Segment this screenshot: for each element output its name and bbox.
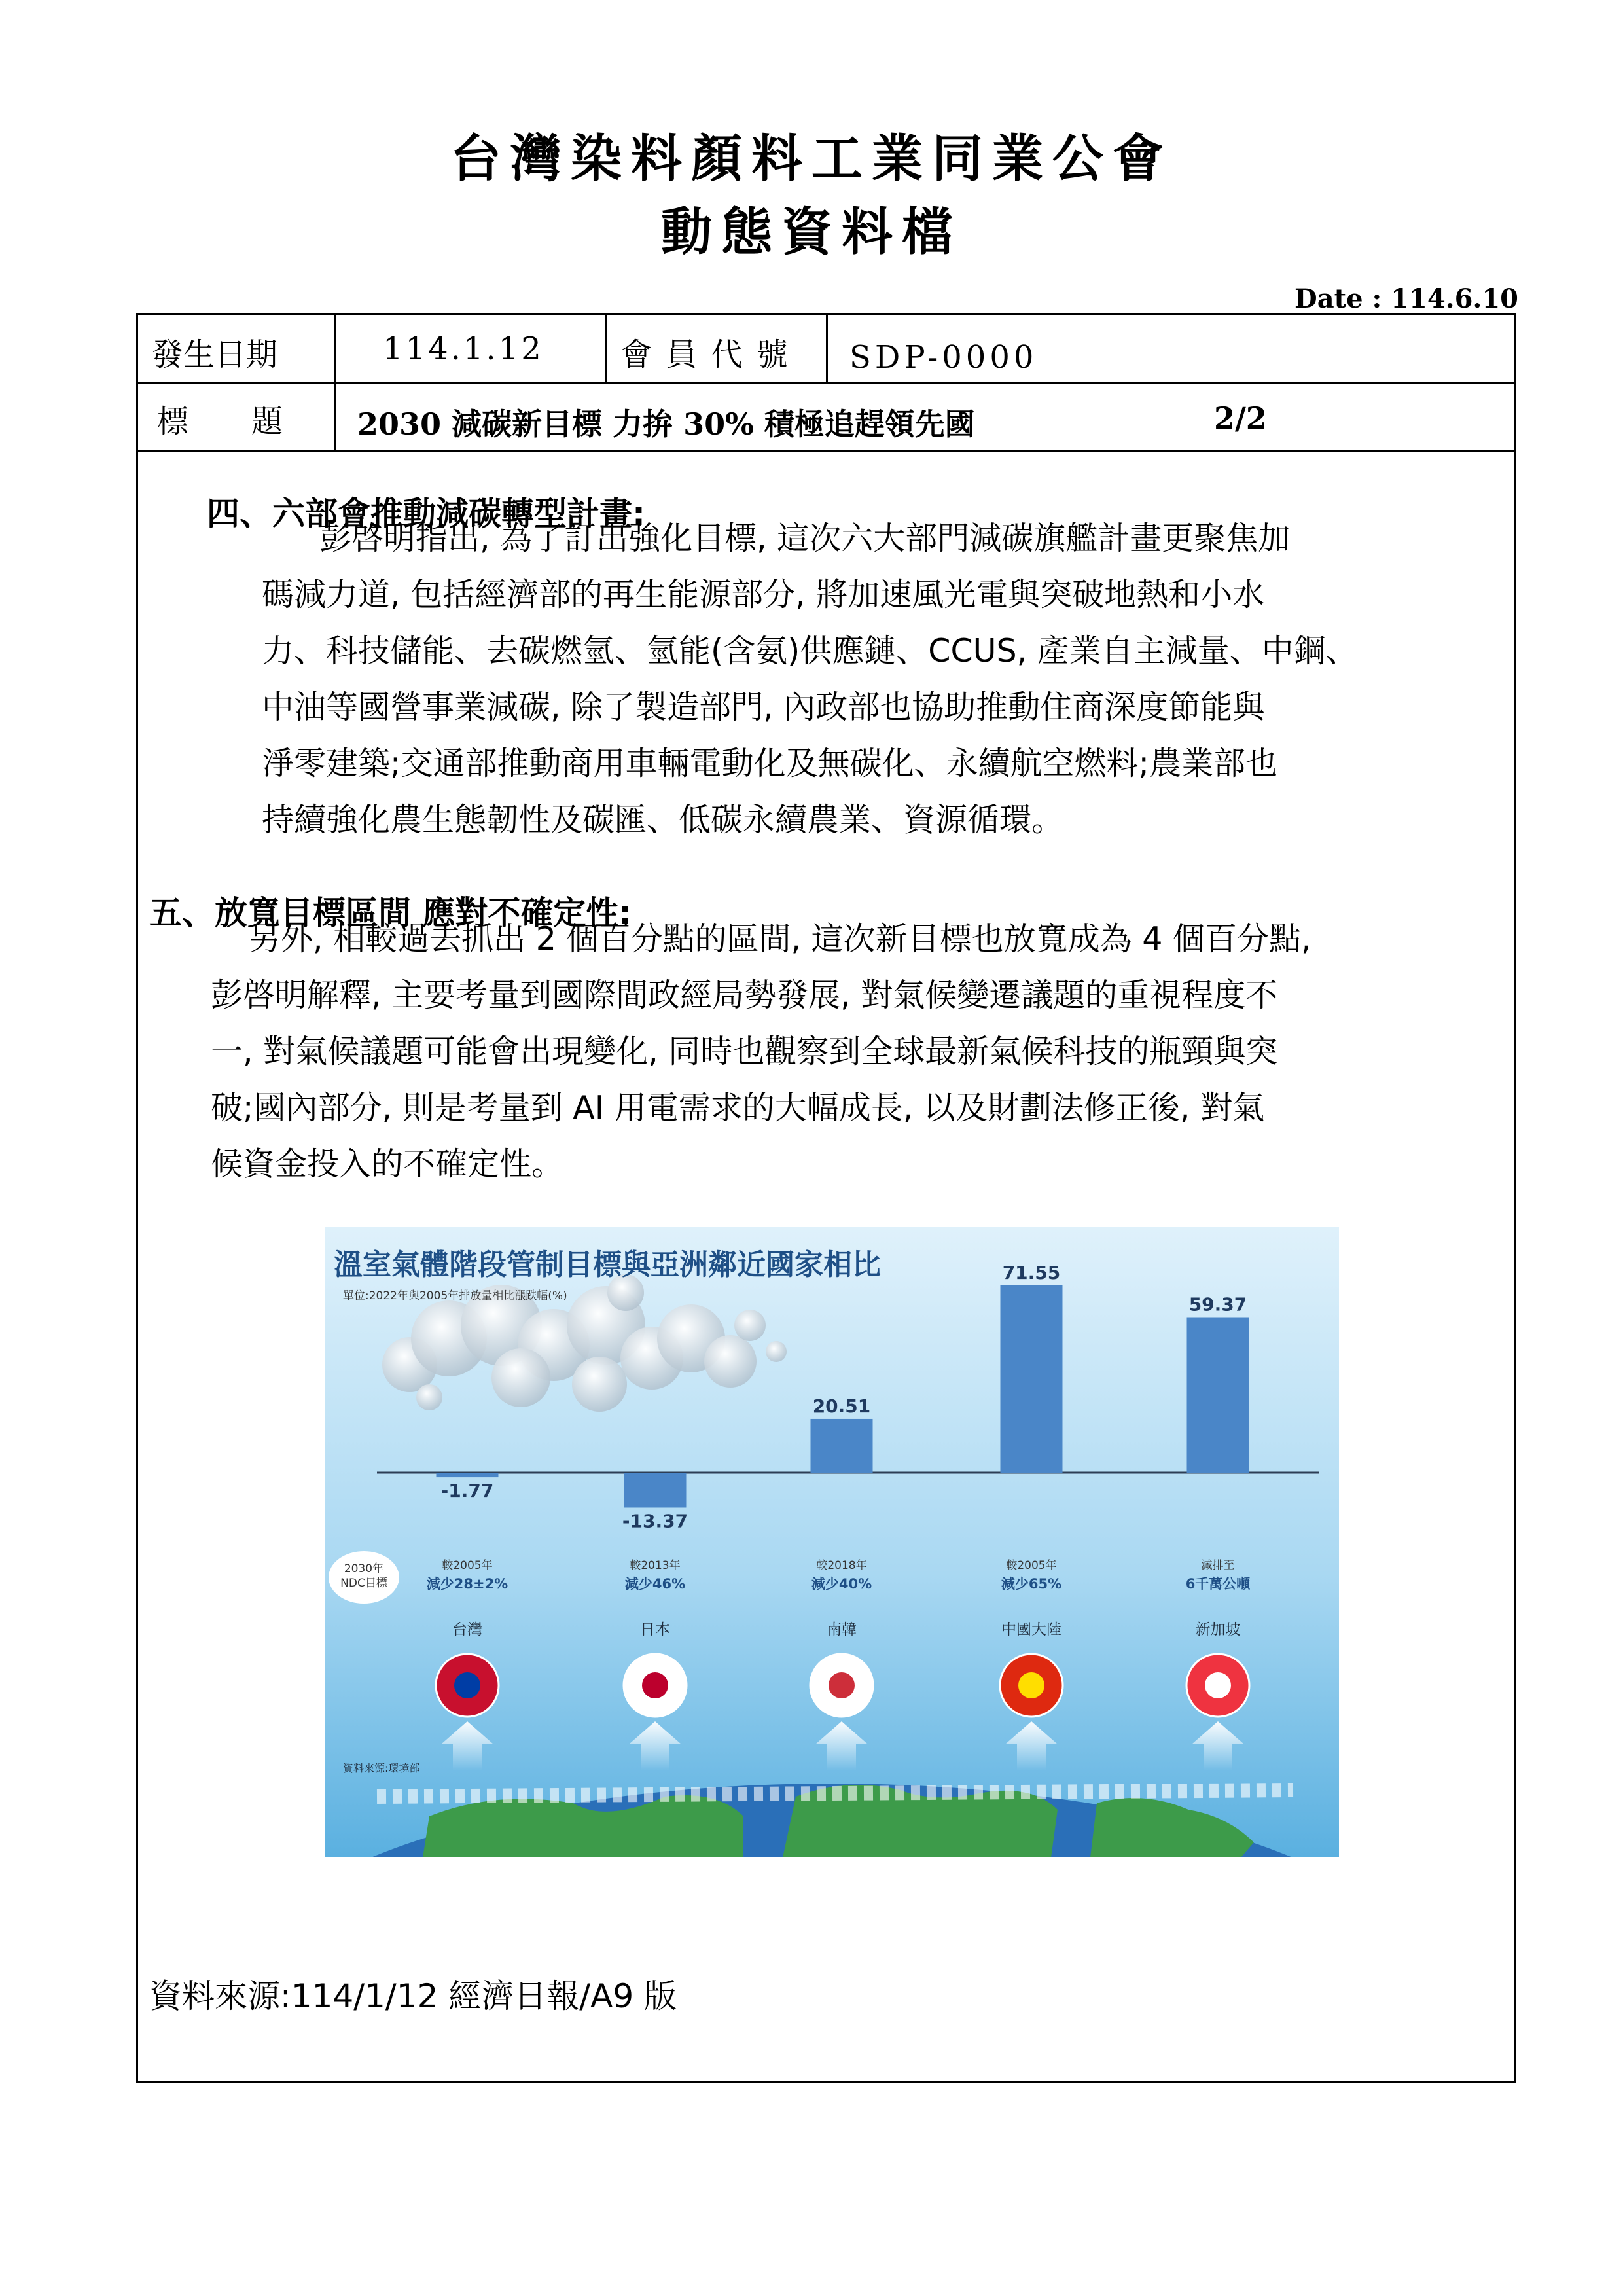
paragraph-line: 另外, 相較過去抓出 2 個百分點的區間, 這次新目標也放寬成為 4 個百分點, <box>249 920 1311 958</box>
section-heading: 五、放寬目標區間 應對不確定性: <box>149 894 632 932</box>
category-label: 中國大陸 <box>1001 1621 1061 1638</box>
paragraph-line: 彭啓明指出, 為了訂出強化目標, 這次六大部門減碳旗艦計畫更聚焦加 <box>319 520 1291 557</box>
member-value: SDP-0000 <box>849 339 1038 376</box>
document-title: 台灣染料顏料工業同業公會 <box>450 130 1173 188</box>
subject-label: 標 題 <box>157 403 283 440</box>
chart-bar <box>1187 1318 1249 1473</box>
chart-bar <box>811 1419 873 1473</box>
paragraph-line: 力、科技儲能、去碳燃氫、氫能(含氨)供應鏈、CCUS, 產業自主減量、中鋼、 <box>262 632 1358 670</box>
subject-value: 2030 減碳新目標 力拚 30% 積極追趕領先國 <box>357 406 975 442</box>
ndc-target-line: 減排至 <box>1201 1559 1235 1572</box>
table-divider <box>605 313 607 382</box>
chart-title: 溫室氣體階段管制目標與亞洲鄰近國家相比 <box>334 1248 881 1282</box>
flag-emblem-icon <box>1205 1672 1231 1698</box>
ndc-target-value: 減少65% <box>1001 1576 1062 1592</box>
document-subtitle: 動態資料檔 <box>660 203 962 262</box>
category-label: 台灣 <box>452 1621 482 1638</box>
ndc-target-line: 較2005年 <box>1006 1559 1057 1572</box>
table-divider <box>826 313 828 382</box>
bar-value-label: 71.55 <box>1002 1261 1061 1283</box>
flag-emblem-icon <box>1018 1672 1044 1698</box>
chart-svg <box>325 1227 1339 1857</box>
flag-emblem-icon <box>454 1672 480 1698</box>
ndc-target-value: 減少28±2% <box>426 1576 508 1592</box>
bar-value-label: -1.77 <box>440 1480 494 1502</box>
ndc-target-value: 減少46% <box>624 1576 686 1592</box>
page-indicator: 2/2 <box>1214 401 1267 436</box>
bar-value-label: 20.51 <box>812 1395 871 1417</box>
member-label: 會 員 代 號 <box>620 336 790 373</box>
table-divider <box>334 313 336 450</box>
paragraph-line: 中油等國營事業減碳, 除了製造部門, 內政部也協助推動住商深度節能與 <box>262 689 1265 726</box>
bar-value-label: 59.37 <box>1188 1293 1247 1316</box>
paragraph-line: 碼減力道, 包括經濟部的再生能源部分, 將加速風光電與突破地熱和小水 <box>262 576 1265 613</box>
paragraph-line: 破;國內部分, 則是考量到 AI 用電需求的大幅成長, 以及財劃法修正後, 對氣 <box>211 1089 1265 1126</box>
flag-emblem-icon <box>829 1672 855 1698</box>
paragraph-line: 持續強化農生態韌性及碳匯、低碳永續農業、資源循環。 <box>262 801 1064 838</box>
chart-subtitle: 單位:2022年與2005年排放量相比漲跌幅(%) <box>343 1289 567 1302</box>
chart-source: 資料來源:環境部 <box>343 1762 420 1774</box>
ndc-target-line: 較2013年 <box>630 1559 681 1572</box>
ndc-target-value: 減少40% <box>811 1576 872 1592</box>
chart-bar <box>437 1473 499 1477</box>
paragraph-line: 候資金投入的不確定性。 <box>211 1145 564 1183</box>
table-divider <box>136 450 1516 452</box>
paragraph-line: 彭啓明解釋, 主要考量到國際間政經局勢發展, 對氣候變遷議題的重視程度不 <box>211 977 1278 1014</box>
ndc-label: 2030年 NDC目標 <box>340 1562 387 1590</box>
chart-figure <box>325 1227 1339 1857</box>
date-label: 發生日期 <box>152 336 278 373</box>
bar-value-label: -13.37 <box>622 1510 688 1532</box>
paragraph-line: 一, 對氣候議題可能會出現變化, 同時也觀察到全球最新氣候科技的瓶頸與突 <box>211 1033 1278 1070</box>
source-citation: 資料來源:114/1/12 經濟日報/A9 版 <box>149 1977 677 2015</box>
document-date: Date : 114.6.10 <box>1294 283 1518 314</box>
flag-emblem-icon <box>642 1672 668 1698</box>
table-divider <box>136 382 1516 384</box>
category-label: 日本 <box>640 1621 670 1638</box>
category-label: 南韓 <box>827 1621 857 1638</box>
chart-bar <box>1001 1285 1063 1473</box>
section-heading: 四、六部會推動減碳轉型計畫: <box>207 495 645 533</box>
paragraph-line: 淨零建築;交通部推動商用車輛電動化及無碳化、永續航空燃料;農業部也 <box>262 745 1278 782</box>
ndc-target-line: 較2018年 <box>816 1559 867 1572</box>
ndc-target-line: 較2005年 <box>442 1559 493 1572</box>
chart-bar <box>624 1473 687 1507</box>
ndc-target-value: 6千萬公噸 <box>1185 1576 1251 1592</box>
category-label: 新加坡 <box>1195 1621 1241 1638</box>
date-value: 114.1.12 <box>383 331 544 367</box>
